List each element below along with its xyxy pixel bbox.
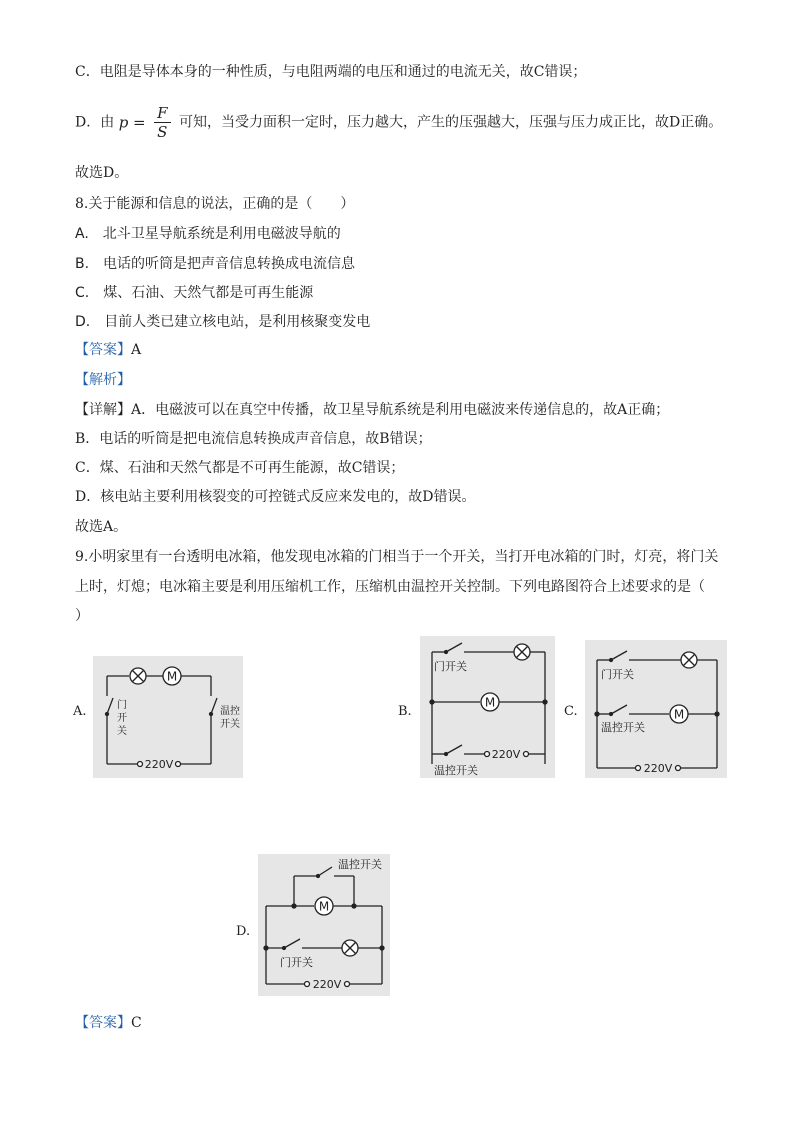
svg-text:M: M (166, 669, 178, 684)
prev-choose: 故选D。 (75, 165, 129, 181)
svg-text:关: 关 (117, 726, 127, 737)
q8-option-b: B. 电话的听筒是把声音信息转换成电流信息 (75, 256, 356, 272)
circuit-diagram-a (93, 656, 243, 778)
door-switch-icon (611, 651, 627, 660)
figure-c-label: C. (564, 704, 578, 719)
temp-switch-icon (318, 867, 332, 876)
answer-value: C (131, 1015, 142, 1031)
svg-text:温控开关: 温控开关 (601, 721, 645, 734)
formula-numerator: F (154, 104, 170, 123)
detail-tag: 【详解】 (75, 402, 131, 418)
svg-text:门开关: 门开关 (280, 956, 313, 969)
answer-tag: 【答案】 (75, 342, 131, 358)
door-switch-icon (446, 643, 462, 652)
q8-analysis-tag: 【解析】 (75, 372, 131, 388)
q9-stem-line-3: ） (75, 608, 89, 624)
q8-choose: 故选A。 (75, 519, 128, 535)
detail-a-text: A．电磁波可以在真空中传播，故卫星导航系统是利用电磁波来传递信息的，故A正确； (131, 402, 670, 418)
temp-switch-icon (211, 698, 217, 714)
figure-b-label: B. (398, 704, 412, 719)
q9-stem-line-2: 上时，灯熄；电冰箱主要是利用压缩机工作，压缩机由温控开关控制。下列电路图符合上述要求的是（ (75, 579, 705, 595)
svg-text:220V: 220V (643, 762, 673, 775)
prev-d-suffix: 可知，当受力面积一定时，压力越大，产生的压强越大，压强与压力成正比，故D正确。 (178, 114, 723, 131)
svg-text:门开关: 门开关 (601, 668, 634, 681)
door-switch-icon (284, 939, 300, 948)
circuit-diagram-c (585, 640, 727, 778)
circuit-diagram-d (258, 854, 390, 996)
svg-text:温控开关: 温控开关 (338, 858, 382, 871)
q8-detail-c: C．煤、石油和天然气都是不可再生能源，故C错误； (75, 460, 405, 476)
svg-text:220V: 220V (312, 978, 342, 991)
q8-detail-a (75, 400, 669, 420)
q8-detail-d: D．核电站主要利用核裂变的可控链式反应来发电的，故D错误。 (75, 489, 476, 505)
svg-text:M: M (318, 899, 330, 914)
svg-text:M: M (673, 707, 685, 722)
formula-denominator: S (157, 123, 168, 141)
q8-stem: 8.关于能源和信息的说法，正确的是（ ） (75, 196, 355, 212)
prev-d-prefix: D．由 (75, 114, 115, 131)
pressure-formula-fraction (154, 104, 170, 141)
q8-option-d: D. 目前人类已建立核电站，是利用核聚变发电 (75, 314, 371, 330)
svg-text:门: 门 (117, 700, 127, 711)
door-switch-icon (107, 698, 113, 714)
svg-text:开关: 开关 (220, 719, 240, 730)
circuit-diagram-b (420, 636, 555, 778)
svg-text:220V: 220V (491, 748, 521, 761)
answer-tag: 【答案】 (75, 1015, 131, 1031)
q9-answer (75, 1013, 142, 1033)
q8-answer (75, 340, 141, 360)
q8-option-c: C. 煤、石油、天然气都是可再生能源 (75, 285, 314, 301)
prev-option-c-explanation: C．电阻是导体本身的一种性质，与电阻两端的电压和通过的电流无关，故C错误； (75, 64, 587, 80)
svg-text:M: M (484, 695, 496, 710)
svg-text:门开关: 门开关 (434, 660, 467, 673)
q9-stem-line-1: 9.小明家里有一台透明电冰箱，他发现电冰箱的门相当于一个开关，当打开电冰箱的门时，灯亮，将门关 (75, 549, 719, 565)
svg-text:220V: 220V (144, 758, 174, 771)
temp-switch-icon (611, 705, 627, 714)
svg-text:温控: 温控 (220, 706, 240, 717)
pressure-formula-lhs: p = (118, 113, 146, 132)
q8-detail-b: B．电话的听筒是把电流信息转换成声音信息，故B错误； (75, 431, 432, 447)
figure-a-label: A. (73, 704, 87, 719)
prev-option-d-explanation (75, 104, 722, 141)
answer-value: A (131, 342, 142, 358)
q8-option-a: A. 北斗卫星导航系统是利用电磁波导航的 (75, 226, 341, 242)
svg-text:开: 开 (117, 713, 127, 724)
temp-switch-icon (446, 745, 462, 754)
svg-text:温控开关: 温控开关 (434, 764, 478, 777)
figure-d-label: D. (236, 924, 251, 939)
